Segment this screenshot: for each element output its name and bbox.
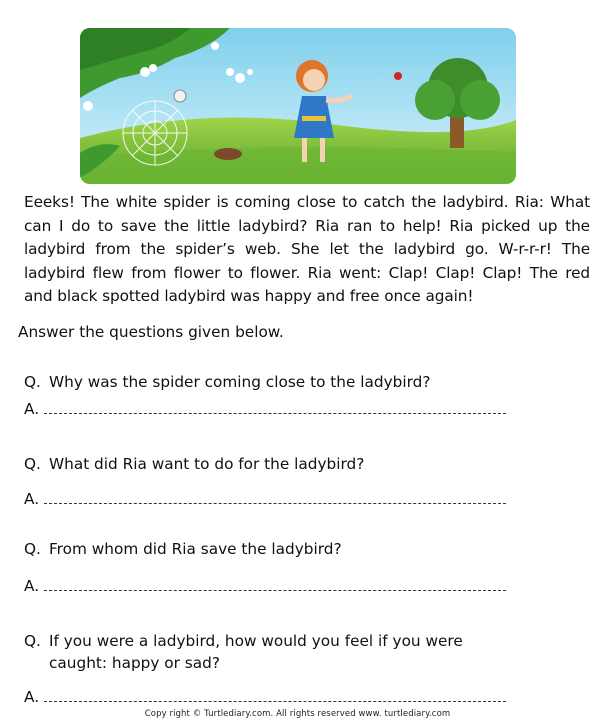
answer-line[interactable]	[44, 493, 506, 504]
answer-2[interactable]	[24, 490, 506, 508]
question-marker: Q.	[24, 373, 41, 391]
answer-line[interactable]	[44, 403, 506, 414]
question-2	[24, 453, 519, 475]
answer-3[interactable]	[24, 577, 506, 595]
story-illustration	[80, 28, 516, 184]
instructions: Answer the questions given below.	[18, 323, 284, 341]
question-marker: Q.	[24, 540, 41, 558]
answer-line[interactable]	[44, 691, 506, 702]
question-1	[24, 371, 519, 393]
question-text: Why was the spider coming close to the ladybird?	[49, 373, 431, 391]
question-marker: Q.	[24, 632, 41, 650]
answer-1[interactable]	[24, 400, 506, 418]
answer-marker: A.	[24, 577, 40, 595]
copyright-footer: Copy right © Turtlediary.com. All rights reserved www. turtlediary.com	[144, 709, 451, 719]
answer-line[interactable]	[44, 580, 506, 591]
question-text: If you were a ladybird, how would you feel if you were caught: happy or sad?	[49, 632, 463, 672]
answer-4[interactable]	[24, 688, 506, 706]
story-paragraph: Eeeks! The white spider is coming close to catch the ladybird. Ria: What can I do to save the little ladybird? Ria ran to help! Ria picked up the ladybird from the spider’s web. She let the ladybird go. W-r-r-r! The ladybird flew from flower to flower. Ria went: Clap! Clap! Clap! The red and black spotted ladybird was happy and free once again!	[24, 193, 590, 305]
answer-marker: A.	[24, 688, 40, 706]
question-4	[24, 630, 519, 674]
question-3	[24, 538, 519, 560]
answer-marker: A.	[24, 400, 40, 418]
question-marker: Q.	[24, 455, 41, 473]
question-text: What did Ria want to do for the ladybird?	[49, 455, 365, 473]
question-text: From whom did Ria save the ladybird?	[49, 540, 342, 558]
answer-marker: A.	[24, 490, 40, 508]
